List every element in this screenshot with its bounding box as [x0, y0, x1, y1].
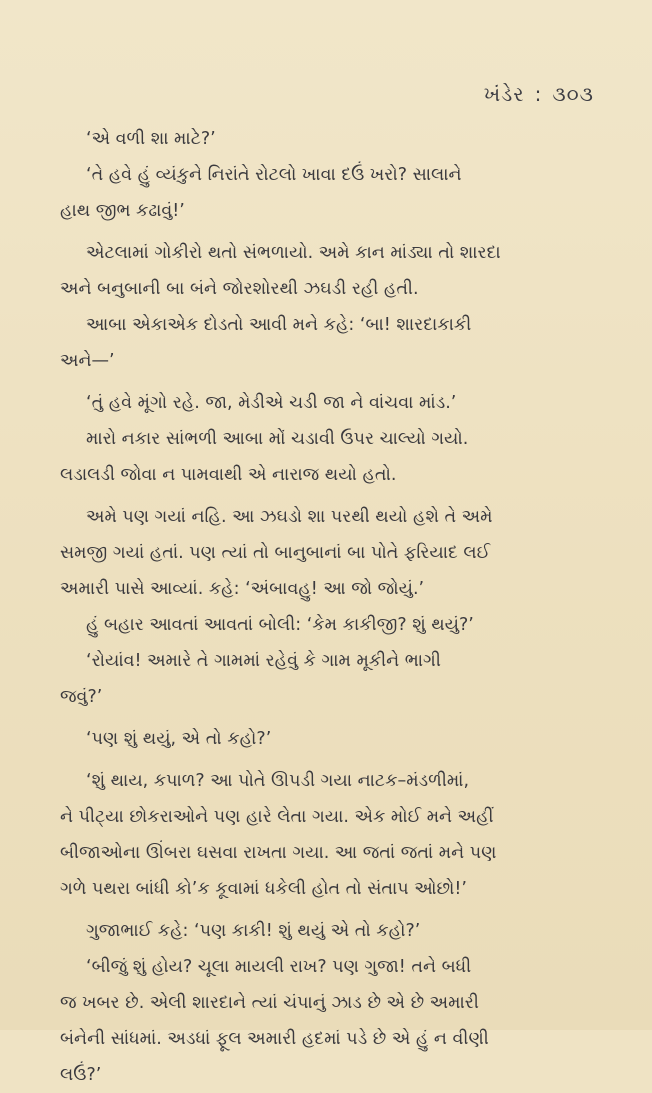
text-line: જ ખબર છે. એલી શારદાને ત્યાં ચંપાનું ઝાડ છે એ છે અમારી — [60, 993, 479, 1013]
text-line: ગુજાભાઈ કહે: ‘પણ કાકી! શું થયું એ તો કહો?’ — [86, 921, 421, 941]
text-line: ‘રોયાંવ! અમારે તે ગામમાં રહેવું કે ગામ મૂકીને ભાગી — [86, 651, 441, 671]
text-line: ને પીટ્યા છોકરાઓને પણ હારે લેતા ગયા. એક મોઈ મને અહીં — [60, 807, 494, 827]
text-line: ‘પણ શું થયું, એ તો કહો?’ — [86, 729, 272, 749]
text-line: અમારી પાસે આવ્યાં. કહે: ‘અંબાવહુ! આ જો જોયું.’ — [60, 579, 425, 599]
text-line: ‘તું હવે મૂંગો રહે. જા, મેડીએ ચડી જા ને વાંચવા માંડ.’ — [86, 393, 457, 413]
text-line: સમજી ગયાં હતાં. પણ ત્યાં તો બાનુબાનાં બા પોતે ફરિયાદ લઈ — [60, 543, 491, 563]
text-line: ગળે પથરા બાંધી કો’ક કૂવામાં ધકેલી હોત તો સંતાપ ઓછો!’ — [60, 879, 467, 899]
text-line: જવું?’ — [60, 687, 103, 707]
text-line: લઉં?’ — [60, 1065, 102, 1085]
text-line: હું બહાર આવતાં આવતાં બોલી: ‘કેમ કાકીજી? શું થયું?’ — [86, 615, 474, 635]
page-number: ૩૦૩ — [552, 82, 594, 106]
text-line: મારો નકાર સાંભળી આબા મોં ચડાવી ઉપર ચાલ્યો ગયો. — [86, 429, 469, 449]
text-line: હાથ જીભ કઢાવું!’ — [60, 201, 185, 221]
text-line: બંનેની સાંધમાં. અડધાં ફૂલ અમારી હદમાં પડે છે એ હું ન વીણી — [60, 1029, 489, 1049]
text-line: ‘એ વળી શા માટે?’ — [86, 129, 216, 149]
text-line: લડાલડી જોવા ન પામવાથી એ નારાજ થયો હતો. — [60, 465, 397, 485]
text-line: અને બનુબાની બા બંને જોરશોરથી ઝઘડી રહી હતી. — [60, 279, 419, 299]
text-line: અને—’ — [60, 351, 115, 371]
text-line: ‘તે હવે હું વ્યંકુને નિરાંતે રોટલો ખાવા દઉં ખરો? સાલાને — [86, 165, 462, 185]
text-line: બીજાઓના ઊંબરા ઘસવા રાખતા ગયા. આ જતાં જતાં મને પણ — [60, 843, 497, 863]
text-line: એટલામાં ગોકીરો થતો સંભળાયો. અમે કાન માંડ્યા તો શારદા — [86, 243, 501, 263]
text-line: ‘બીજું શું હોય? ચૂલા માયલી રાખ? પણ ગુજા! તને બધી — [86, 957, 472, 977]
text-line: ‘શું થાય, કપાળ? આ પોતે ઊપડી ગયા નાટક–મંડળીમાં, — [86, 771, 470, 791]
header-separator: : — [534, 82, 543, 106]
body-text — [60, 121, 598, 1093]
text-line: અમે પણ ગયાં નહિ. આ ઝઘડો શા પરથી થયો હશે તે અમે — [86, 507, 493, 527]
running-header — [484, 82, 594, 106]
chapter-title: ખંડેર — [483, 82, 525, 106]
text-line: આબા એકાએક દોડતો આવી મને કહે: ‘બા! શારદાકાકી — [86, 315, 472, 335]
